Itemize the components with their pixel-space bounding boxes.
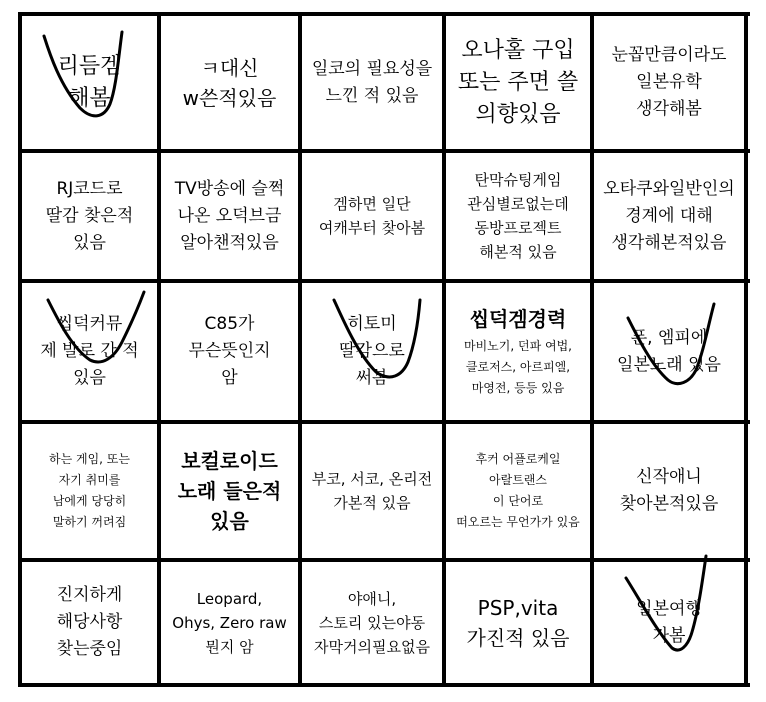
bingo-cell [302, 424, 442, 558]
cell-label: 눈꼽만큼이라도 일본유학 생각해봄 [611, 45, 727, 119]
cell-label: TV방송에 슬쩍 나온 오덕브금 알아챈적있음 [174, 178, 285, 253]
grid-line [590, 12, 594, 687]
cell-label: 일본여행 가봄 [636, 598, 702, 646]
bingo-cell [161, 562, 298, 683]
bingo-cell [161, 283, 298, 420]
bingo-cell [594, 153, 744, 279]
bingo-cell [161, 424, 298, 558]
grid-line [18, 683, 750, 687]
bingo-cell [22, 562, 157, 683]
cell-label: 부코, 서코, 온리전 가본적 있음 [311, 470, 433, 512]
cell-label: 오타쿠와일반인의 경계에 대해 생각해본적있음 [603, 178, 735, 253]
bingo-cell [22, 283, 157, 420]
cell-label: 겜하면 일단 여캐부터 찾아봄 [318, 195, 426, 237]
cell-label: 리듬겜 해봄 [57, 53, 122, 111]
cell-sublabel: 마비노기, 던파 여법, 클로저스, 아르피엘, 마영전, 등등 있음 [464, 339, 572, 395]
bingo-cell [302, 153, 442, 279]
bingo-cell [302, 16, 442, 149]
bingo-cell [446, 424, 590, 558]
cell-label: 보컬로이드 노래 들은적 있음 [177, 449, 282, 533]
cell-label: 탄막슈팅게임 관심별로없는데 동방프로젝트 해본적 있음 [467, 171, 569, 261]
cell-label: 신작애니 찾아본적있음 [619, 467, 719, 514]
cell-label: 진지하게 해당사항 찾는중임 [56, 585, 123, 659]
cell-label: ㅋ대신 w쓴적있음 [182, 55, 277, 110]
bingo-cell [446, 153, 590, 279]
cell-label: 히토미 딸감으로 써봄 [339, 314, 405, 388]
grid-line [18, 149, 750, 153]
cell-label: 후커 어플로케일 아랄트랜스 이 단어로 떠오르는 무언가가 있음 [456, 452, 580, 529]
bingo-cell [161, 16, 298, 149]
grid-line [18, 12, 750, 16]
cell-label: 오나홀 구입 또는 주면 쓸 의향있음 [457, 37, 579, 127]
bingo-cell [161, 153, 298, 279]
bingo-cell [594, 562, 744, 683]
bingo-cell [22, 424, 157, 558]
grid-line [744, 12, 748, 687]
grid-line [18, 558, 750, 562]
bingo-cell [446, 283, 590, 420]
bingo-cell [594, 424, 744, 558]
bingo-cell [22, 153, 157, 279]
cell-label: 폰, 엠피에 일본노래 있음 [617, 327, 721, 375]
cell-label: Leopard, Ohys, Zero raw 뭔지 암 [172, 589, 287, 656]
grid-line [18, 279, 750, 283]
cell-label: 씹덕커뮤 제 발로 간 적 있음 [40, 314, 139, 388]
bingo-cell [302, 562, 442, 683]
bingo-cell [302, 283, 442, 420]
bingo-cell [22, 16, 157, 149]
bingo-cell [594, 283, 744, 420]
cell-label: PSP,vita 가진적 있음 [466, 595, 570, 650]
bingo-cell [446, 562, 590, 683]
grid-line [442, 12, 446, 687]
cell-label: 하는 게임, 또는 자기 취미를 남에게 당당히 말하기 꺼려짐 [49, 452, 130, 529]
grid-line [157, 12, 161, 687]
grid-line [18, 12, 22, 687]
cell-label: 씹덕겜경력 [469, 307, 567, 331]
grid-line [18, 420, 750, 424]
grid-line [298, 12, 302, 687]
bingo-cell [594, 16, 744, 149]
bingo-cell [446, 16, 590, 149]
cell-label: 일코의 필요성을 느낀 적 있음 [311, 58, 433, 106]
cell-label: RJ코드로 딸감 찾은적 있음 [45, 178, 134, 253]
cell-label: C85가 무슨뜻인지 암 [188, 314, 271, 388]
cell-label: 야애니, 스토리 있는야동 자막거의필요없음 [314, 589, 430, 656]
